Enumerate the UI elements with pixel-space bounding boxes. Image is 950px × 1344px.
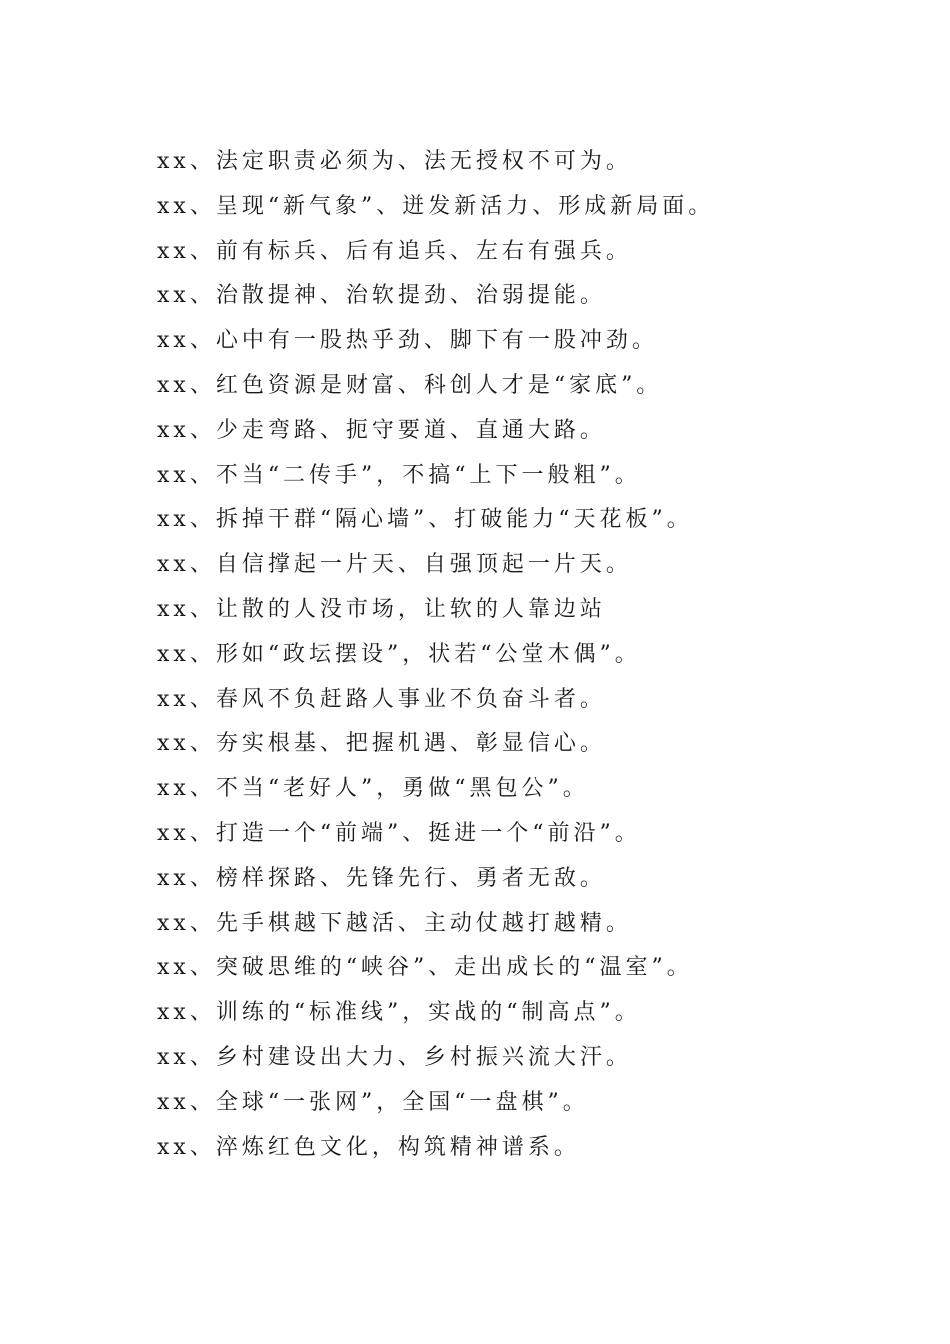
list-item: xx、春风不负赶路人事业不负奋斗者。 xyxy=(157,686,606,712)
list-item: xx、榜样探路、先锋先行、勇者无敌。 xyxy=(157,865,606,891)
list-item: xx、全球“一张网”，全国“一盘棋”。 xyxy=(157,1089,589,1115)
list-item: xx、心中有一股热乎劲、脚下有一股冲劲。 xyxy=(157,328,658,354)
list-item: xx、淬炼红色文化，构筑精神谱系。 xyxy=(157,1134,580,1160)
list-item: xx、前有标兵、后有追兵、左右有强兵。 xyxy=(157,238,632,264)
list-item: xx、法定职责必须为、法无授权不可为。 xyxy=(157,149,632,174)
list-item: xx、训练的“标准线”，实战的“制高点”。 xyxy=(157,1000,641,1026)
list-item: xx、让散的人没市场，让软的人靠边站 xyxy=(157,596,606,622)
list-item: xx、夯实根基、把握机遇、彰显信心。 xyxy=(157,731,606,757)
phrase-list xyxy=(157,140,877,1170)
list-item: xx、自信撑起一片天、自强顶起一片天。 xyxy=(157,552,632,578)
list-item: xx、治散提神、治软提劲、治弱提能。 xyxy=(157,283,606,309)
list-item: xx、形如“政坛摆设”，状若“公堂木偶”。 xyxy=(157,641,641,667)
list-item: xx、突破思维的“峡谷”、走出成长的“温室”。 xyxy=(157,955,693,981)
list-item: xx、少走弯路、扼守要道、直通大路。 xyxy=(157,417,606,443)
list-item: xx、打造一个“前端”、挺进一个“前沿”。 xyxy=(157,820,641,846)
list-item: xx、呈现“新气象”、迸发新活力、形成新局面。 xyxy=(157,193,715,219)
list-item: xx、红色资源是财富、科创人才是“家底”。 xyxy=(157,372,663,398)
list-item: xx、不当“二传手”，不搞“上下一般粗”。 xyxy=(157,462,641,488)
list-item: xx、乡村建设出大力、乡村振兴流大汗。 xyxy=(157,1044,632,1070)
list-item: xx、不当“老好人”，勇做“黑包公”。 xyxy=(157,776,589,802)
list-item: xx、先手棋越下越活、主动仗越打越精。 xyxy=(157,910,632,936)
list-item: xx、拆掉干群“隔心墙”、打破能力“天花板”。 xyxy=(157,507,693,533)
